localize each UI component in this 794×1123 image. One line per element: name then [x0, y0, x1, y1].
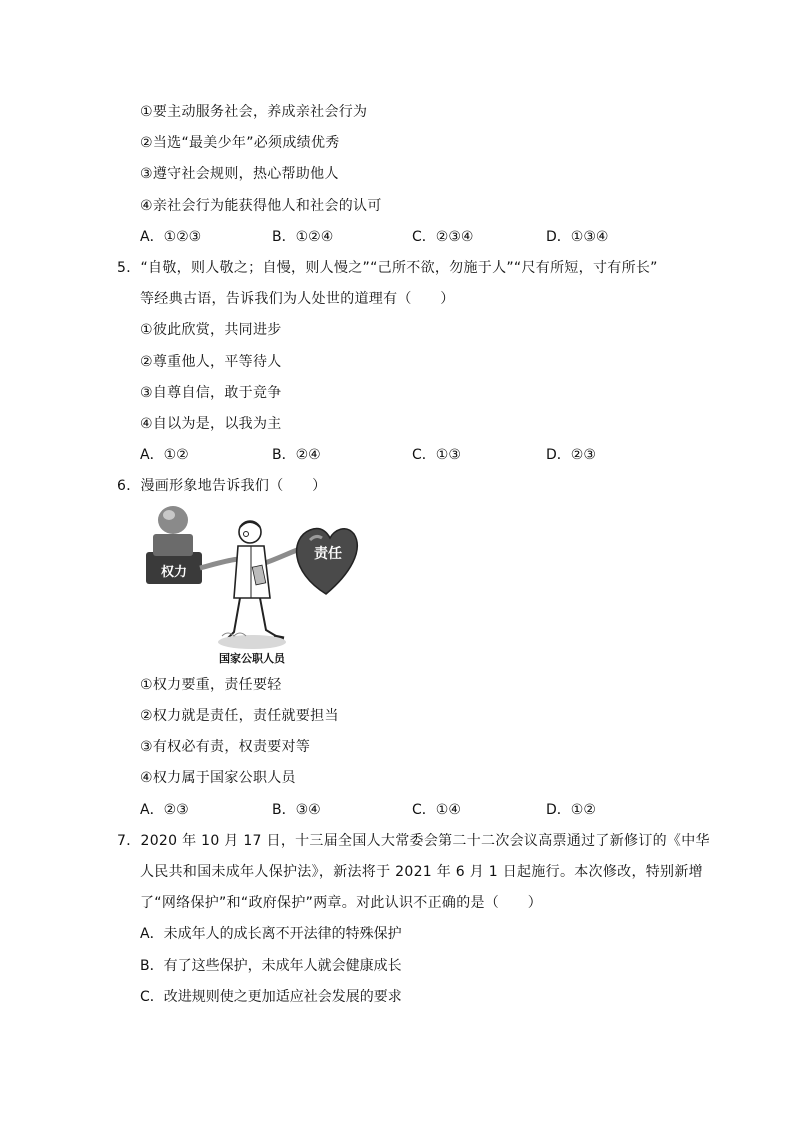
q5-option-d[interactable]: D．②③: [546, 447, 596, 463]
q4-option-b[interactable]: B．①②④: [272, 229, 334, 245]
q6-option-b[interactable]: B．③④: [272, 802, 321, 818]
q4-option-c[interactable]: C．②③④: [412, 229, 474, 245]
q4-option-d[interactable]: D．①③④: [546, 229, 609, 245]
q4-statement-1: ①要主动服务社会，养成亲社会行为: [140, 104, 368, 120]
q7-stem-line-2: 人民共和国未成年人保护法》，新法将于 2021 年 6 月 1 日起施行。本次修改，特别新增: [140, 864, 703, 880]
heart-icon: [297, 529, 358, 594]
q6-option-c[interactable]: C．①④: [412, 802, 461, 818]
q5-statement-2: ②尊重他人，平等待人: [140, 354, 282, 370]
q5-option-b[interactable]: B．②④: [272, 447, 321, 463]
q6-statement-2: ②权力就是责任，责任就要担当: [140, 708, 339, 724]
cartoon-caption: 国家公职人员: [219, 652, 285, 665]
q7-stem-line-3: 了“网络保护”和“政府保护”两章。对此认识不正确的是（ ）: [140, 895, 543, 911]
q5-option-c[interactable]: C．①③: [412, 447, 461, 463]
civil-servant-figure: [218, 521, 286, 649]
q5-statement-1: ①彼此欣赏，共同进步: [140, 322, 282, 338]
q5-stem-line-2: 等经典古语，告诉我们为人处世的道理有（ ）: [140, 291, 455, 307]
q6-option-a[interactable]: A．②③: [140, 802, 189, 818]
q6-stem: 6．漫画形象地告诉我们（ ）: [117, 478, 327, 494]
q6-option-d[interactable]: D．①②: [546, 802, 596, 818]
q5-stem-line-1: 5．“自敬，则人敬之；自慢，则人慢之”“己所不欲，勿施于人”“尺有所短，寸有所长”: [117, 260, 658, 276]
q4-statement-3: ③遵守社会规则，热心帮助他人: [140, 166, 339, 182]
q7-option-c[interactable]: C．改进规则使之更加适应社会发展的要求: [140, 989, 402, 1005]
q5-statement-4: ④自以为是，以我为主: [140, 416, 282, 432]
weight-label: 权力: [160, 565, 188, 580]
q6-statement-4: ④权力属于国家公职人员: [140, 770, 296, 786]
heart-label: 责任: [314, 546, 342, 562]
q4-statement-2: ②当选“最美少年”必须成绩优秀: [140, 135, 340, 151]
q4-statement-4: ④亲社会行为能获得他人和社会的认可: [140, 198, 382, 214]
cartoon-power-responsibility: [140, 500, 360, 668]
q5-option-a[interactable]: A．①②: [140, 447, 189, 463]
q7-option-b[interactable]: B．有了这些保护，未成年人就会健康成长: [140, 958, 402, 974]
q7-stem-line-1: 7．2020 年 10 月 17 日，十三届全国人大常委会第二十二次会议高票通过了新修订的《中华: [117, 833, 710, 849]
q6-statement-3: ③有权必有责，权责要对等: [140, 739, 311, 755]
weight-icon: [146, 506, 202, 584]
q7-option-a[interactable]: A．未成年人的成长离不开法律的特殊保护: [140, 926, 402, 942]
q6-statement-1: ①权力要重，责任要轻: [140, 677, 282, 693]
q4-option-a[interactable]: A．①②③: [140, 229, 202, 245]
q5-statement-3: ③自尊自信，敢于竞争: [140, 385, 282, 401]
